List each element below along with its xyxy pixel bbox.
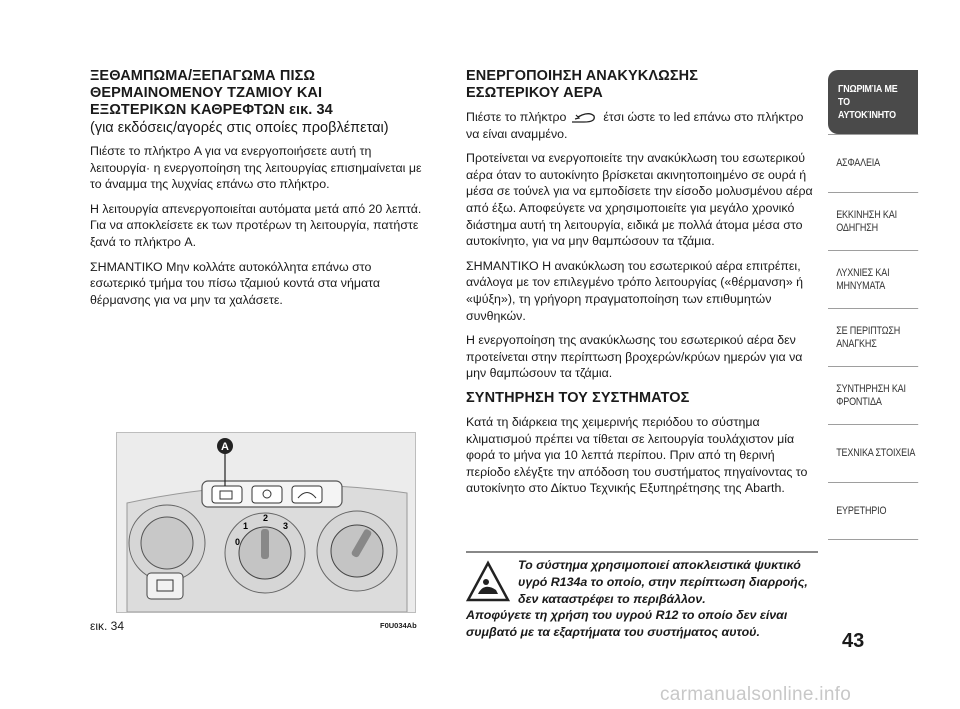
heading-line: ΕΣΩΤΕΡΙΚΟΥ ΑΕΡΑ [466,85,603,101]
nav-label: ΛΥΧΝΙΕΣ ΚΑΙ ΜΗΝΥΜΑΤΑ [836,266,890,292]
paragraph: ΣΗΜΑΝΤΙΚΟ Η ανακύκλωση του εσωτερικού αέρα επιτρέπει, ανάλογα με τον επιλεγμένο τρόπο λειτουργίας («θέρμανση» ή «ψύξη»), τη γρήγορη πραγματοποίηση των επιθυμητών συνθηκών. [466,258,804,323]
dial-number: 2 [263,513,269,523]
dial-number: 3 [283,521,289,531]
nav-item-starting-driving[interactable] [828,192,918,250]
callout-a-label: A [221,441,229,453]
dial-number: 1 [243,521,249,531]
section-heading-recirculation [466,68,816,102]
nav-label: ΣΕ ΠΕΡΙΠΤΩΣΗ ΑΝΑΓΚΗΣ [836,324,901,350]
paragraph [466,109,816,142]
recirculation-icon [570,112,600,124]
warning-divider [466,551,818,553]
nav-item-warning-lights[interactable] [828,250,918,308]
warning-note [466,557,818,641]
watermark: carmanualsonline.info [660,684,852,705]
nav-label: ΕΚΚΙΝΗΣΗ ΚΑΙ ΟΔΗΓΗΣΗ [836,208,897,234]
nav-item-safety[interactable] [828,134,918,192]
paragraph: Η λειτουργία απενεργοποιείται αυτόματα μετά από 20 λεπτά. Για να αποκλείσετε εκ των προτέρων τη λειτουργία, πατήστε ξανά το πλήκτρο A. [90,201,422,249]
figure-code: F0U034Ab [380,621,417,630]
section-heading-defrost [90,68,430,119]
rear-window-button[interactable] [147,573,183,599]
control-panel-illustration [117,433,415,612]
control-panel-figure [116,432,416,613]
paragraph: ΣΗΜΑΝΤΙΚΟ Μην κολλάτε αυτοκόλλητα επάνω στο εσωτερικό τμήμα του πίσω τζαμιού κοντά στα νήματα θέρμανσης για να μην τα χαλάσετε. [90,259,381,307]
paragraph-text: έτσι ώστε το led επάνω στο πλήκτρο να είναι αναμμένο. [466,110,804,141]
nav-item-technical-data[interactable] [828,424,918,482]
warning-text-body: Αποφύγετε τη χρήση του υγρού R12 το οποίο δεν είναι συμβατό με τα εξαρτήματα του συστήματος αυτού. [466,608,788,640]
nav-label: ΤΕΧΝΙΚΑ ΣΤΟΙΧΕΙΑ [836,447,916,459]
middle-column [466,68,816,505]
nav-label: ΣΥΝΤΗΡΗΣΗ ΚΑΙ ΦΡΟΝΤΙΔΑ [836,382,906,408]
recirculation-button[interactable] [292,486,322,503]
page-number: 43 [842,630,865,652]
paragraph: Πιέστε το πλήκτρο A για να ενεργοποιήσετε αυτή τη λειτουργία· η ενεργοποίηση της λειτουργίας επισημαίνεται με το άναμμα της λυχνίας επάνω στο πλήκτρο. [90,144,422,192]
section-heading-maintenance: ΣΥΝΤΗΡΗΣΗ ΤΟΥ ΣΥΣΤΗΜΑΤΟΣ [466,389,690,406]
nav-label: ΑΣΦΑΛΕΙΑ [836,157,881,169]
heading-line: ΞΕΘΑΜΠΩΜΑ/ΞΕΠΑΓΩΜΑ ΠΙΣΩ [90,68,316,84]
dial-pointer [261,529,269,559]
figure-caption: εικ. 34 [90,619,125,633]
paragraph: Η ενεργοποίηση της ανακύκλωσης του εσωτερικού αέρα δεν προτείνεται στην περίπτωση βροχερών/κρύων ημερών για να μην θαμπώσουν τα τζάμια. [466,333,803,381]
nav-item-emergency[interactable] [828,308,918,366]
warning-text-intro: Το σύστημα χρησιμοποιεί αποκλειστικά ψυκτικό υγρό R134a το οποίο, στην περίπτωση διαρροής, δεν καταστρέφει το περιβάλλον. [518,558,808,606]
heading-line: ΕΝΕΡΓΟΠΟΙΗΣΗ ΑΝΑΚΥΚΛΩΣΗΣ [466,68,698,84]
paragraph-text: Πιέστε το πλήκτρο [466,110,567,124]
nav-item-maintenance[interactable] [828,366,918,424]
paragraph: Κατά τη διάρκεια της χειμερινής περιόδου το σύστημα κλιματισμού πρέπει να τίθεται σε λειτουργία τουλάχιστον μία φορά το μήνα για 10 λεπτά περίπου. Πριν από τη θερινή περίοδο ελέγξτε την απόδοση του συστήματος πηγαίνοντας το αυτοκίνητο στο Δίκτυο Τεχνικής Εξυπηρέτησης της Abarth. [466,414,808,496]
nav-label: ΓΝΩΡΙΜΊΑ ΜΕ ΤΟ ΑΥΤΟΚΊΝΗΤΟ [838,82,898,121]
nav-label: ΕΥΡΕΤΗΡΙΟ [836,504,887,517]
paragraph: Προτείνεται να ενεργοποιείτε την ανακύκλωση του εσωτερικού αέρα όταν το αυτοκίνητο βρίσκεται ακινητοποιημένο σε ουρά ή μέσα σε τούνελ για να εμποδίσετε την είσοδο μολυσμένου αέρα από έξω. Αποφεύγετε να χρησιμοποιείτε για μεγάλο χρονικό διάστημα αυτή τη λειτουργία, ειδικά με πολλά άτομα μέσα στο αυτοκίνητο, για να μην θαμπώσουν τα τζάμια. [466,151,813,249]
left-column [90,68,430,316]
section-subheading: (για εκδόσεις/αγορές στις οποίες προβλέπεται) [90,120,389,136]
nav-item-index[interactable] [828,482,918,540]
ac-button[interactable] [252,486,282,503]
dial-number: 0 [235,537,241,547]
heading-line: ΘΕΡΜΑΙΝΟΜΕΝΟΥ ΤΖΑΜΙΟΥ ΚΑΙ [90,85,323,101]
nav-item-getting-to-know[interactable] [828,70,918,134]
heading-line: ΕΞΩΤΕΡΙΚΩΝ ΚΑΘΡΕΦΤΩΝ εικ. 34 [90,102,333,118]
rear-defrost-button[interactable] [212,486,242,503]
chapter-nav [828,70,918,540]
